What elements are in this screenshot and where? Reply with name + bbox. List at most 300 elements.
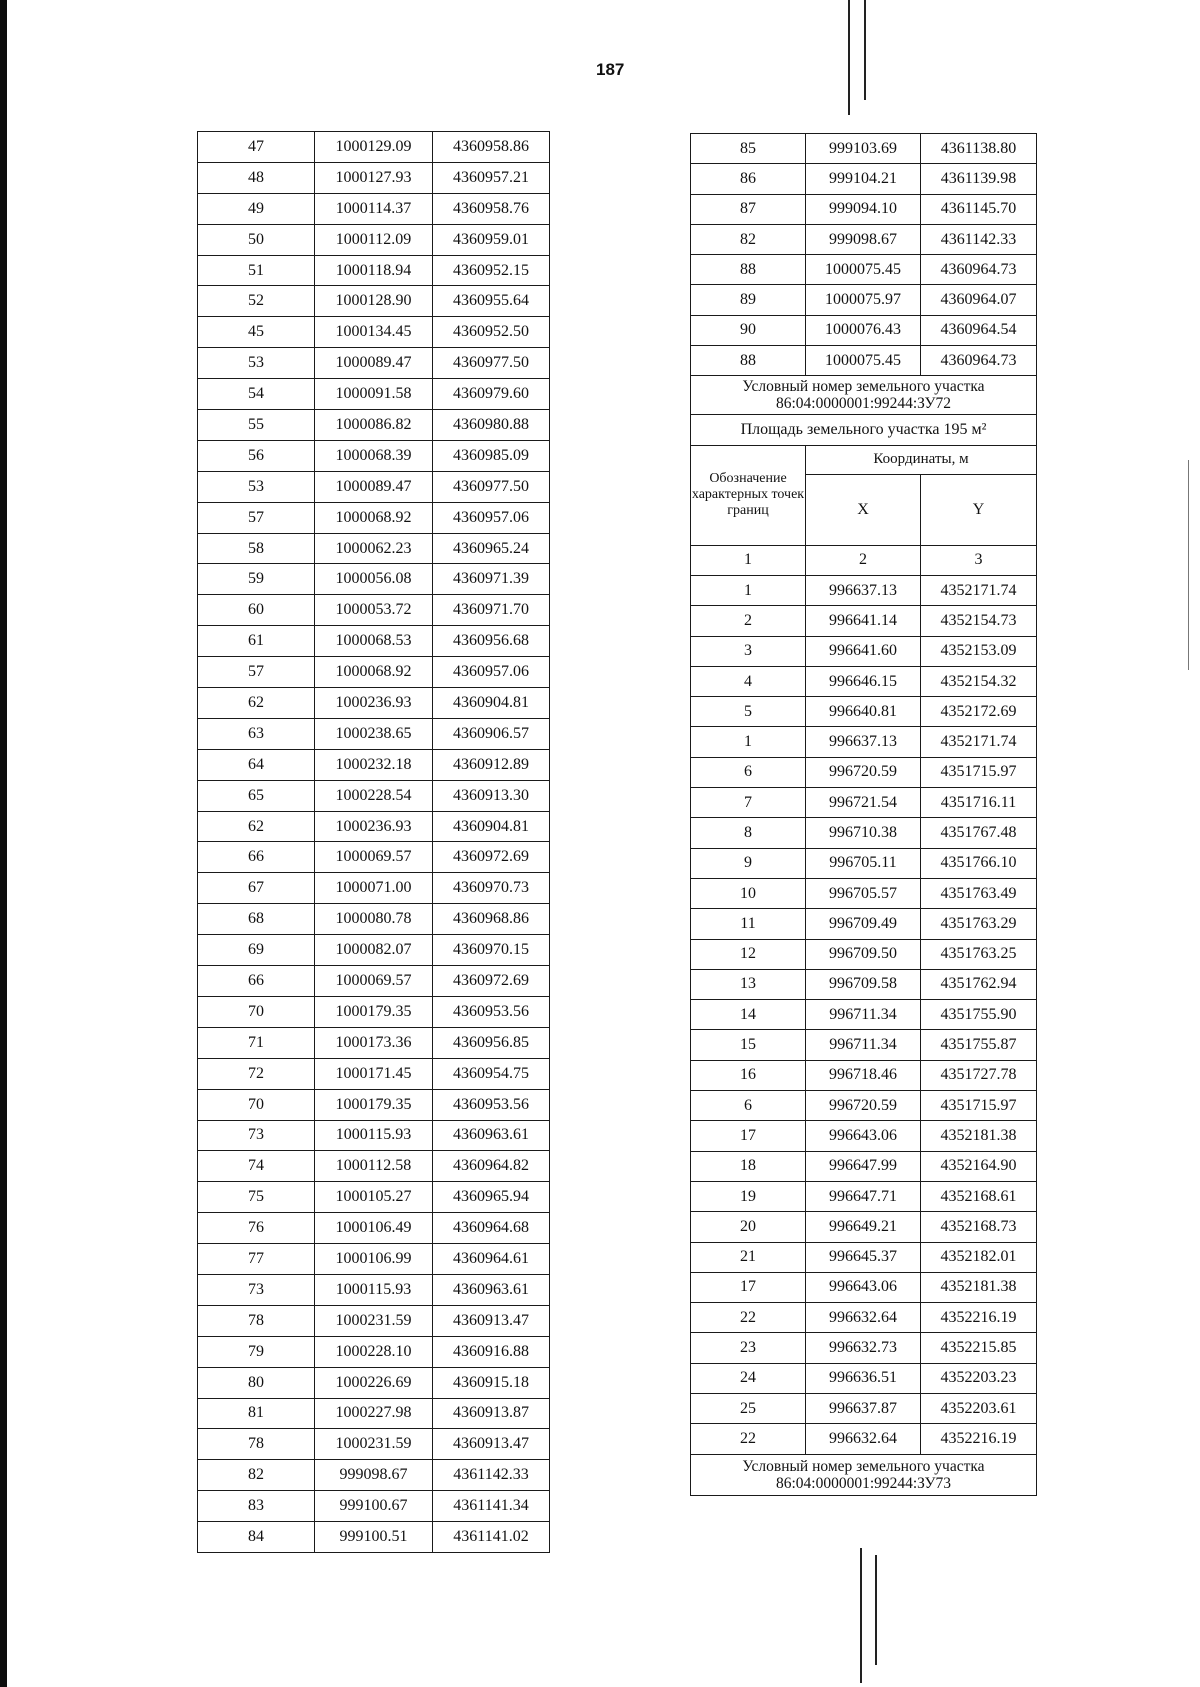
coord-x: 996705.57 — [806, 878, 921, 908]
coord-x: 996646.15 — [806, 666, 921, 696]
point-number: 58 — [198, 533, 315, 564]
coord-x: 996718.46 — [806, 1060, 921, 1090]
coord-x: 1000089.47 — [315, 348, 433, 379]
point-number: 52 — [198, 286, 315, 317]
coord-y: 4352216.19 — [921, 1424, 1037, 1454]
column-number: 2 — [806, 545, 921, 575]
coord-x: 999098.67 — [315, 1460, 433, 1491]
coord-y: 4360972.69 — [433, 842, 550, 873]
table-row — [198, 1367, 550, 1398]
table-row — [198, 1522, 550, 1553]
coord-y: 4360952.15 — [433, 255, 550, 286]
point-number: 53 — [198, 471, 315, 502]
coord-x: 996643.06 — [806, 1272, 921, 1302]
table-row — [691, 346, 1037, 376]
coord-x: 996709.49 — [806, 909, 921, 939]
point-number: 57 — [198, 502, 315, 533]
table-row — [691, 164, 1037, 194]
coord-y: 4360963.61 — [433, 1120, 550, 1151]
coord-x: 1000228.54 — [315, 780, 433, 811]
table-row — [691, 315, 1037, 345]
point-number: 24 — [691, 1363, 806, 1393]
table-row — [691, 1242, 1037, 1272]
point-number: 6 — [691, 1091, 806, 1121]
coord-y: 4352172.69 — [921, 697, 1037, 727]
point-number: 80 — [198, 1367, 315, 1398]
table-row — [198, 533, 550, 564]
coord-y: 4351762.94 — [921, 969, 1037, 999]
column-number-row — [691, 545, 1037, 575]
point-number: 68 — [198, 904, 315, 935]
table-row — [198, 255, 550, 286]
coord-y: 4360964.82 — [433, 1151, 550, 1182]
point-number: 78 — [198, 1305, 315, 1336]
coord-x: 996721.54 — [806, 788, 921, 818]
point-number: 11 — [691, 909, 806, 939]
coord-y: 4360953.56 — [433, 1089, 550, 1120]
table-row — [198, 286, 550, 317]
point-number: 6 — [691, 757, 806, 787]
point-number: 89 — [691, 285, 806, 315]
coord-y: 4360904.81 — [433, 688, 550, 719]
coord-y: 4352154.73 — [921, 606, 1037, 636]
point-number: 82 — [198, 1460, 315, 1491]
coord-y: 4352171.74 — [921, 727, 1037, 757]
point-number: 86 — [691, 164, 806, 194]
table-row — [691, 757, 1037, 787]
table-row — [198, 1460, 550, 1491]
coord-y: 4352203.61 — [921, 1393, 1037, 1423]
table-row — [691, 939, 1037, 969]
point-number: 55 — [198, 410, 315, 441]
coord-y: 4360916.88 — [433, 1336, 550, 1367]
coord-y: 4361145.70 — [921, 194, 1037, 224]
point-number: 17 — [691, 1121, 806, 1151]
header-row — [691, 445, 1037, 474]
point-number: 25 — [691, 1393, 806, 1423]
coord-y: 4360956.68 — [433, 626, 550, 657]
point-number: 88 — [691, 255, 806, 285]
point-number: 12 — [691, 939, 806, 969]
table-row — [691, 969, 1037, 999]
coord-y: 4351763.25 — [921, 939, 1037, 969]
binding-line — [875, 1555, 877, 1665]
coord-y: 4360965.24 — [433, 533, 550, 564]
table-row — [198, 1305, 550, 1336]
coord-x: 996705.11 — [806, 848, 921, 878]
table-row — [691, 636, 1037, 666]
coord-y: 4351755.87 — [921, 1030, 1037, 1060]
point-number: 66 — [198, 966, 315, 997]
table-row — [691, 194, 1037, 224]
point-number: 75 — [198, 1182, 315, 1213]
coord-x: 1000179.35 — [315, 1089, 433, 1120]
coord-x: 996637.13 — [806, 727, 921, 757]
coord-x: 996641.14 — [806, 606, 921, 636]
coord-x: 996647.99 — [806, 1151, 921, 1181]
header-y: Y — [921, 474, 1037, 545]
table-row — [198, 1120, 550, 1151]
coord-x: 1000114.37 — [315, 193, 433, 224]
point-number: 5 — [691, 697, 806, 727]
table-row — [198, 780, 550, 811]
point-number: 50 — [198, 224, 315, 255]
table-row — [198, 1089, 550, 1120]
point-number: 22 — [691, 1424, 806, 1454]
table-row — [691, 1060, 1037, 1090]
coord-x: 996711.34 — [806, 1000, 921, 1030]
point-number: 8 — [691, 818, 806, 848]
coord-x: 1000112.09 — [315, 224, 433, 255]
coord-y: 4360913.30 — [433, 780, 550, 811]
coord-y: 4360965.94 — [433, 1182, 550, 1213]
coord-x: 999103.69 — [806, 134, 921, 164]
coord-x: 1000086.82 — [315, 410, 433, 441]
point-number: 15 — [691, 1030, 806, 1060]
binding-line — [848, 0, 850, 115]
coord-x: 1000075.97 — [806, 285, 921, 315]
scan-edge-bar — [0, 0, 7, 1687]
table-row — [691, 606, 1037, 636]
table-row — [691, 1121, 1037, 1151]
coord-y: 4360954.75 — [433, 1058, 550, 1089]
parcel-area: Площадь земельного участка 195 м² — [691, 415, 1037, 445]
coord-y: 4360912.89 — [433, 749, 550, 780]
point-number: 64 — [198, 749, 315, 780]
coord-x: 1000173.36 — [315, 1027, 433, 1058]
table-row — [198, 718, 550, 749]
point-number: 18 — [691, 1151, 806, 1181]
point-number: 83 — [198, 1491, 315, 1522]
point-number: 66 — [198, 842, 315, 873]
coord-x: 1000227.98 — [315, 1398, 433, 1429]
coord-x: 1000134.45 — [315, 317, 433, 348]
coord-x: 1000226.69 — [315, 1367, 433, 1398]
coord-x: 996632.73 — [806, 1333, 921, 1363]
coord-x: 1000105.27 — [315, 1182, 433, 1213]
point-number: 76 — [198, 1213, 315, 1244]
coord-y: 4351716.11 — [921, 788, 1037, 818]
binding-line — [864, 0, 866, 100]
coord-y: 4360964.61 — [433, 1244, 550, 1275]
table-row — [198, 193, 550, 224]
table-row — [198, 811, 550, 842]
coord-y: 4360964.07 — [921, 285, 1037, 315]
table-row — [198, 348, 550, 379]
table-row — [198, 1398, 550, 1429]
coord-x: 996649.21 — [806, 1212, 921, 1242]
margin-line — [1188, 460, 1189, 670]
coord-x: 1000129.09 — [315, 132, 433, 163]
coord-x: 1000106.49 — [315, 1213, 433, 1244]
point-number: 4 — [691, 666, 806, 696]
table-row — [198, 564, 550, 595]
coord-x: 1000080.78 — [315, 904, 433, 935]
coord-y: 4360985.09 — [433, 440, 550, 471]
point-number: 49 — [198, 193, 315, 224]
header-coordinates: Координаты, м — [806, 445, 1037, 474]
coord-x: 1000127.93 — [315, 162, 433, 193]
point-number: 73 — [198, 1274, 315, 1305]
coord-y: 4352216.19 — [921, 1303, 1037, 1333]
table-row — [691, 134, 1037, 164]
coord-x: 999104.21 — [806, 164, 921, 194]
table-row — [691, 848, 1037, 878]
coord-y: 4360955.64 — [433, 286, 550, 317]
next-parcel-title: Условный номер земельного участка 86:04:0000001:99244:ЗУ73 — [691, 1454, 1037, 1495]
coord-y: 4352181.38 — [921, 1121, 1037, 1151]
table-row — [198, 1058, 550, 1089]
table-row — [198, 1491, 550, 1522]
coord-x: 1000053.72 — [315, 595, 433, 626]
coord-x: 996720.59 — [806, 757, 921, 787]
table-row — [198, 1429, 550, 1460]
table-row — [691, 1424, 1037, 1454]
coord-y: 4360958.86 — [433, 132, 550, 163]
coord-x: 996647.71 — [806, 1181, 921, 1211]
coord-x: 1000232.18 — [315, 749, 433, 780]
coord-y: 4360968.86 — [433, 904, 550, 935]
table-row — [691, 666, 1037, 696]
coord-y: 4351763.29 — [921, 909, 1037, 939]
point-number: 78 — [198, 1429, 315, 1460]
coord-x: 996720.59 — [806, 1091, 921, 1121]
coord-y: 4361141.34 — [433, 1491, 550, 1522]
coord-x: 999094.10 — [806, 194, 921, 224]
table-row — [691, 255, 1037, 285]
coord-y: 4360964.73 — [921, 255, 1037, 285]
coord-y: 4352203.23 — [921, 1363, 1037, 1393]
table-row — [691, 1363, 1037, 1393]
coord-y: 4360959.01 — [433, 224, 550, 255]
parcel-title: Условный номер земельного участка 86:04:0000001:99244:ЗУ72 — [691, 376, 1037, 415]
coord-y: 4360977.50 — [433, 348, 550, 379]
point-number: 7 — [691, 788, 806, 818]
area-row — [691, 415, 1037, 445]
coord-y: 4360958.76 — [433, 193, 550, 224]
coord-y: 4360913.87 — [433, 1398, 550, 1429]
point-number: 59 — [198, 564, 315, 595]
point-number: 2 — [691, 606, 806, 636]
coord-x: 996637.87 — [806, 1393, 921, 1423]
point-number: 13 — [691, 969, 806, 999]
point-number: 45 — [198, 317, 315, 348]
point-number: 21 — [691, 1242, 806, 1272]
table-row — [198, 410, 550, 441]
point-number: 22 — [691, 1303, 806, 1333]
table-row — [198, 996, 550, 1027]
coord-y: 4360915.18 — [433, 1367, 550, 1398]
coord-x: 996711.34 — [806, 1030, 921, 1060]
coord-y: 4360957.06 — [433, 502, 550, 533]
point-number: 20 — [691, 1212, 806, 1242]
coord-y: 4360952.50 — [433, 317, 550, 348]
coord-y: 4360953.56 — [433, 996, 550, 1027]
point-number: 19 — [691, 1181, 806, 1211]
coord-x: 1000106.99 — [315, 1244, 433, 1275]
coord-x: 1000075.45 — [806, 255, 921, 285]
coord-y: 4351755.90 — [921, 1000, 1037, 1030]
coord-x: 1000238.65 — [315, 718, 433, 749]
point-number: 81 — [198, 1398, 315, 1429]
table-row — [198, 1244, 550, 1275]
coord-y: 4360970.15 — [433, 935, 550, 966]
coord-y: 4352154.32 — [921, 666, 1037, 696]
point-number: 10 — [691, 878, 806, 908]
coordinates-table-right — [690, 133, 1037, 1496]
table-row — [691, 1272, 1037, 1302]
coord-x: 1000062.23 — [315, 533, 433, 564]
table-row — [691, 1151, 1037, 1181]
point-number: 23 — [691, 1333, 806, 1363]
table-row — [198, 657, 550, 688]
coord-y: 4352153.09 — [921, 636, 1037, 666]
coord-x: 1000069.57 — [315, 966, 433, 997]
table-row — [198, 595, 550, 626]
table-row — [691, 697, 1037, 727]
point-number: 60 — [198, 595, 315, 626]
point-number: 82 — [691, 224, 806, 254]
point-number: 71 — [198, 1027, 315, 1058]
table-row — [198, 1274, 550, 1305]
coord-y: 4361139.98 — [921, 164, 1037, 194]
table-row — [198, 502, 550, 533]
point-number: 65 — [198, 780, 315, 811]
table-row — [198, 1027, 550, 1058]
point-number: 73 — [198, 1120, 315, 1151]
point-number: 56 — [198, 440, 315, 471]
table-row — [198, 379, 550, 410]
coord-x: 996709.50 — [806, 939, 921, 969]
coord-y: 4361138.80 — [921, 134, 1037, 164]
coord-x: 999100.67 — [315, 1491, 433, 1522]
point-number: 53 — [198, 348, 315, 379]
coord-y: 4360913.47 — [433, 1305, 550, 1336]
coord-x: 1000068.92 — [315, 657, 433, 688]
table-row — [198, 842, 550, 873]
coord-x: 996641.60 — [806, 636, 921, 666]
table-row — [691, 1091, 1037, 1121]
point-number: 51 — [198, 255, 315, 286]
point-number: 63 — [198, 718, 315, 749]
header-x: X — [806, 474, 921, 545]
coord-x: 1000171.45 — [315, 1058, 433, 1089]
coord-x: 1000128.90 — [315, 286, 433, 317]
coord-x: 1000112.58 — [315, 1151, 433, 1182]
coord-x: 999100.51 — [315, 1522, 433, 1553]
coord-x: 1000118.94 — [315, 255, 433, 286]
point-number: 90 — [691, 315, 806, 345]
coord-x: 1000236.93 — [315, 688, 433, 719]
column-number: 3 — [921, 545, 1037, 575]
coord-y: 4360906.57 — [433, 718, 550, 749]
point-number: 72 — [198, 1058, 315, 1089]
point-number: 54 — [198, 379, 315, 410]
table-row — [691, 788, 1037, 818]
table-row — [198, 873, 550, 904]
footer-title-row — [691, 1454, 1037, 1495]
point-number: 84 — [198, 1522, 315, 1553]
coord-y: 4351715.97 — [921, 757, 1037, 787]
coord-x: 1000076.43 — [806, 315, 921, 345]
coord-x: 1000075.45 — [806, 346, 921, 376]
table-row — [198, 904, 550, 935]
coord-x: 1000231.59 — [315, 1429, 433, 1460]
coord-y: 4360979.60 — [433, 379, 550, 410]
table-row — [691, 818, 1037, 848]
coord-x: 1000089.47 — [315, 471, 433, 502]
coord-y: 4360956.85 — [433, 1027, 550, 1058]
coord-y: 4360971.70 — [433, 595, 550, 626]
point-number: 1 — [691, 727, 806, 757]
table-row — [198, 749, 550, 780]
coord-y: 4360913.47 — [433, 1429, 550, 1460]
coord-x: 996632.64 — [806, 1424, 921, 1454]
coord-x: 996643.06 — [806, 1121, 921, 1151]
coord-x: 1000115.93 — [315, 1120, 433, 1151]
coord-y: 4352182.01 — [921, 1242, 1037, 1272]
coord-x: 1000179.35 — [315, 996, 433, 1027]
table-row — [198, 1182, 550, 1213]
table-row — [198, 440, 550, 471]
coord-y: 4352171.74 — [921, 575, 1037, 605]
table-row — [198, 162, 550, 193]
coord-y: 4351766.10 — [921, 848, 1037, 878]
binding-line — [860, 1548, 862, 1683]
coord-x: 1000091.58 — [315, 379, 433, 410]
coord-x: 996636.51 — [806, 1363, 921, 1393]
coord-y: 4360964.68 — [433, 1213, 550, 1244]
header-point-label: Обозначение характерных точек границ — [691, 445, 806, 545]
point-number: 85 — [691, 134, 806, 164]
coord-y: 4360957.21 — [433, 162, 550, 193]
table-row — [691, 285, 1037, 315]
point-number: 17 — [691, 1272, 806, 1302]
coord-y: 4352168.61 — [921, 1181, 1037, 1211]
table-row — [198, 935, 550, 966]
coord-y: 4361141.02 — [433, 1522, 550, 1553]
coordinates-table-left — [197, 131, 550, 1553]
coord-y: 4351767.48 — [921, 818, 1037, 848]
point-number: 88 — [691, 346, 806, 376]
coord-y: 4352215.85 — [921, 1333, 1037, 1363]
table-row — [691, 727, 1037, 757]
table-row — [198, 132, 550, 163]
point-number: 79 — [198, 1336, 315, 1367]
table-row — [691, 224, 1037, 254]
coord-y: 4360957.06 — [433, 657, 550, 688]
table-row — [691, 1000, 1037, 1030]
point-number: 14 — [691, 1000, 806, 1030]
table-row — [691, 878, 1037, 908]
table-row — [198, 317, 550, 348]
coord-y: 4360964.54 — [921, 315, 1037, 345]
coord-y: 4351763.49 — [921, 878, 1037, 908]
point-number: 61 — [198, 626, 315, 657]
coord-y: 4360971.39 — [433, 564, 550, 595]
coord-y: 4352164.90 — [921, 1151, 1037, 1181]
coord-y: 4360977.50 — [433, 471, 550, 502]
point-number: 57 — [198, 657, 315, 688]
point-number: 48 — [198, 162, 315, 193]
coord-y: 4360963.61 — [433, 1274, 550, 1305]
table-row — [691, 1393, 1037, 1423]
table-row — [691, 1333, 1037, 1363]
point-number: 77 — [198, 1244, 315, 1275]
coord-x: 996637.13 — [806, 575, 921, 605]
coord-y: 4360972.69 — [433, 966, 550, 997]
coord-x: 1000068.92 — [315, 502, 433, 533]
